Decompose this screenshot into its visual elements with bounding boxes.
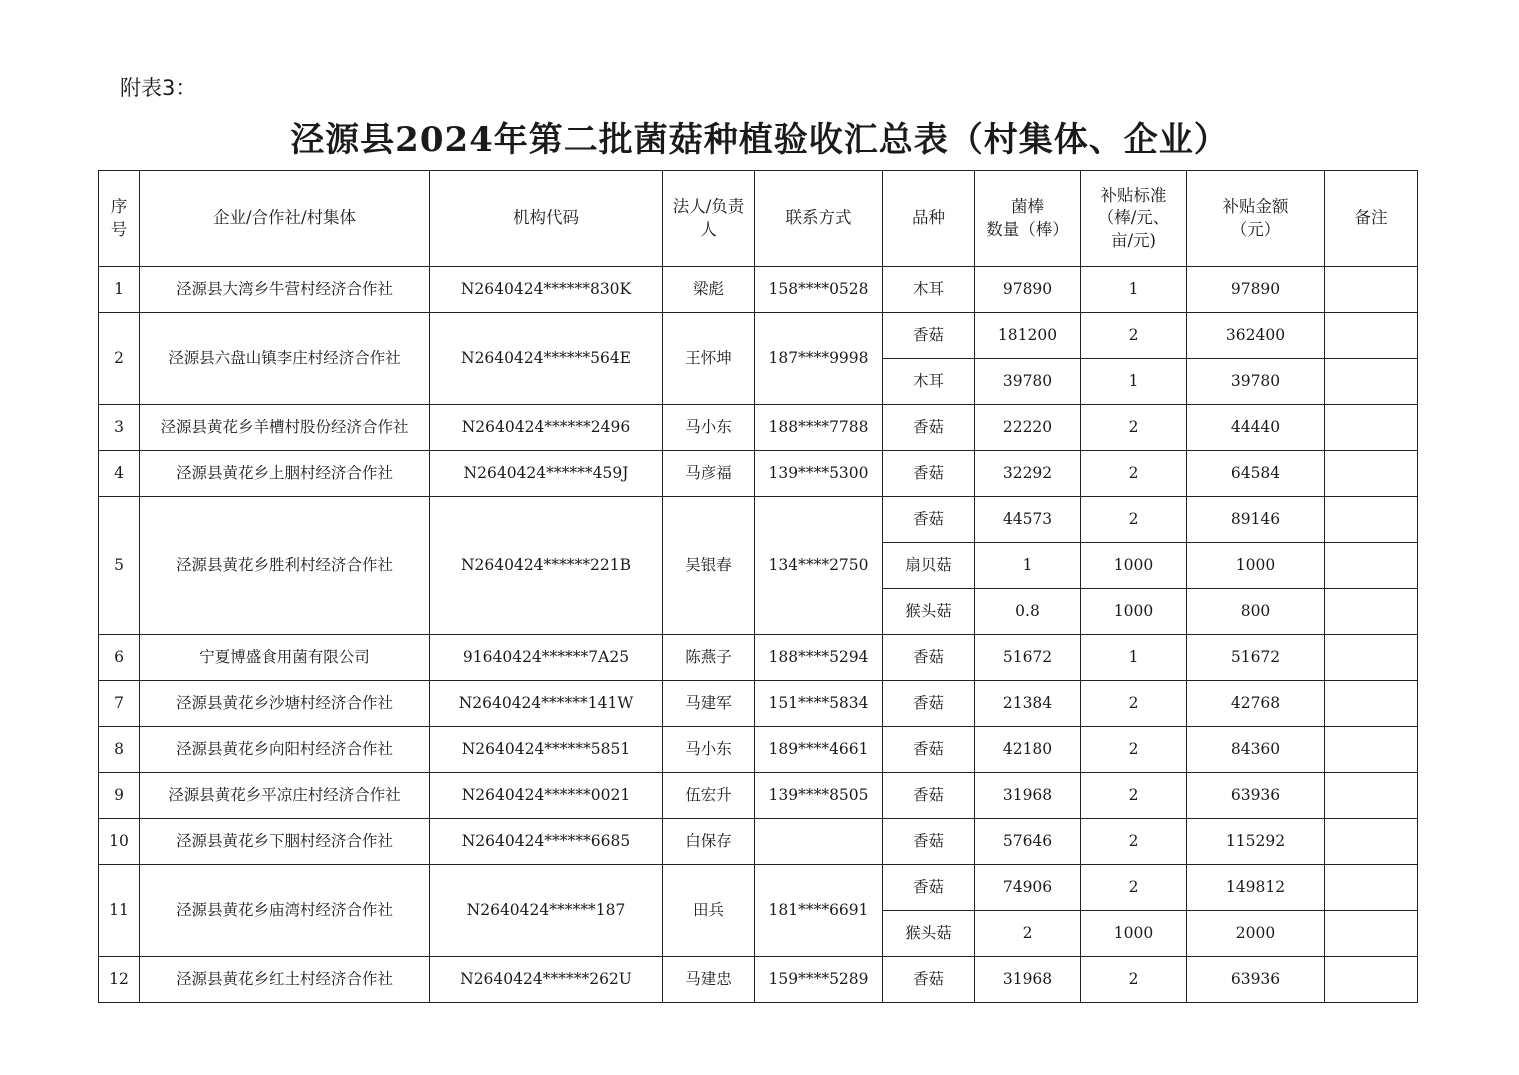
cell-variety: 香菇 [883, 405, 975, 451]
attachment-label: 附表3： [120, 76, 197, 100]
cell-code: N2640424******830K [430, 267, 663, 313]
cell-amount: 63936 [1187, 773, 1325, 819]
cell-contact: 139****8505 [755, 773, 883, 819]
cell-variety: 香菇 [883, 497, 975, 543]
cell-contact [755, 819, 883, 865]
cell-person: 吴银春 [663, 497, 755, 635]
cell-seq: 11 [99, 865, 140, 957]
cell-code: N2640424******5851 [430, 727, 663, 773]
cell-variety: 猴头菇 [883, 911, 975, 957]
cell-std: 1 [1081, 635, 1187, 681]
cell-variety: 香菇 [883, 635, 975, 681]
cell-qty: 51672 [975, 635, 1081, 681]
cell-seq: 1 [99, 267, 140, 313]
cell-qty: 0.8 [975, 589, 1081, 635]
cell-note [1325, 589, 1418, 635]
cell-amount: 63936 [1187, 957, 1325, 1003]
cell-contact: 151****5834 [755, 681, 883, 727]
cell-std: 2 [1081, 865, 1187, 911]
cell-note [1325, 405, 1418, 451]
cell-variety: 猴头菇 [883, 589, 975, 635]
page-title: 泾源县2024年第二批菌菇种植验收汇总表（村集体、企业） [290, 120, 1229, 160]
cell-amount: 39780 [1187, 359, 1325, 405]
cell-note [1325, 911, 1418, 957]
cell-variety: 香菇 [883, 819, 975, 865]
cell-person: 马彦福 [663, 451, 755, 497]
cell-amount: 115292 [1187, 819, 1325, 865]
table-row [99, 267, 1418, 313]
table-row [99, 773, 1418, 819]
cell-note [1325, 819, 1418, 865]
cell-contact: 189****4661 [755, 727, 883, 773]
cell-seq: 10 [99, 819, 140, 865]
cell-code: N2640424******187 [430, 865, 663, 957]
cell-qty: 31968 [975, 957, 1081, 1003]
cell-contact: 187****9998 [755, 313, 883, 405]
cell-org: 泾源县大湾乡牛营村经济合作社 [140, 267, 430, 313]
header-person: 法人/负责 人 [663, 171, 755, 267]
table-row [99, 865, 1418, 911]
cell-seq: 6 [99, 635, 140, 681]
header-std: 补贴标准 （棒/元、 亩/元) [1081, 171, 1187, 267]
cell-std: 2 [1081, 681, 1187, 727]
table-row [99, 819, 1418, 865]
cell-variety: 香菇 [883, 681, 975, 727]
cell-qty: 181200 [975, 313, 1081, 359]
cell-contact: 188****7788 [755, 405, 883, 451]
cell-code: 91640424******7A25 [430, 635, 663, 681]
cell-org: 泾源县黄花乡胜利村经济合作社 [140, 497, 430, 635]
table-row [99, 451, 1418, 497]
cell-amount: 44440 [1187, 405, 1325, 451]
cell-std: 1 [1081, 267, 1187, 313]
cell-std: 2 [1081, 957, 1187, 1003]
table-row [99, 497, 1418, 543]
cell-seq: 7 [99, 681, 140, 727]
cell-code: N2640424******564E [430, 313, 663, 405]
cell-amount: 51672 [1187, 635, 1325, 681]
cell-std: 2 [1081, 313, 1187, 359]
cell-person: 马建忠 [663, 957, 755, 1003]
cell-amount: 362400 [1187, 313, 1325, 359]
cell-note [1325, 635, 1418, 681]
cell-amount: 1000 [1187, 543, 1325, 589]
cell-amount: 84360 [1187, 727, 1325, 773]
cell-std: 2 [1081, 773, 1187, 819]
cell-person: 田兵 [663, 865, 755, 957]
cell-org: 泾源县黄花乡庙湾村经济合作社 [140, 865, 430, 957]
cell-variety: 香菇 [883, 727, 975, 773]
cell-std: 2 [1081, 727, 1187, 773]
cell-note [1325, 267, 1418, 313]
cell-amount: 2000 [1187, 911, 1325, 957]
cell-note [1325, 865, 1418, 911]
cell-contact: 181****6691 [755, 865, 883, 957]
cell-contact: 158****0528 [755, 267, 883, 313]
cell-variety: 木耳 [883, 267, 975, 313]
table-row [99, 957, 1418, 1003]
cell-seq: 5 [99, 497, 140, 635]
header-variety: 品种 [883, 171, 975, 267]
cell-seq: 12 [99, 957, 140, 1003]
cell-person: 白保存 [663, 819, 755, 865]
cell-code: N2640424******0021 [430, 773, 663, 819]
cell-person: 陈燕子 [663, 635, 755, 681]
summary-table [98, 170, 1418, 1003]
cell-code: N2640424******459J [430, 451, 663, 497]
cell-org: 泾源县黄花乡平凉庄村经济合作社 [140, 773, 430, 819]
cell-qty: 42180 [975, 727, 1081, 773]
cell-org: 泾源县六盘山镇李庄村经济合作社 [140, 313, 430, 405]
cell-note [1325, 543, 1418, 589]
cell-std: 2 [1081, 497, 1187, 543]
cell-org: 泾源县黄花乡红土村经济合作社 [140, 957, 430, 1003]
cell-contact: 188****5294 [755, 635, 883, 681]
cell-qty: 39780 [975, 359, 1081, 405]
cell-amount: 800 [1187, 589, 1325, 635]
cell-variety: 香菇 [883, 865, 975, 911]
header-code: 机构代码 [430, 171, 663, 267]
cell-org: 泾源县黄花乡向阳村经济合作社 [140, 727, 430, 773]
cell-seq: 2 [99, 313, 140, 405]
cell-org: 泾源县黄花乡上胭村经济合作社 [140, 451, 430, 497]
table-row [99, 635, 1418, 681]
cell-seq: 4 [99, 451, 140, 497]
header-org: 企业/合作社/村集体 [140, 171, 430, 267]
cell-variety: 香菇 [883, 773, 975, 819]
table-body [99, 267, 1418, 1003]
cell-std: 1000 [1081, 589, 1187, 635]
cell-qty: 1 [975, 543, 1081, 589]
cell-note [1325, 451, 1418, 497]
cell-amount: 97890 [1187, 267, 1325, 313]
header-contact: 联系方式 [755, 171, 883, 267]
cell-person: 梁彪 [663, 267, 755, 313]
header-qty: 菌棒 数量（棒） [975, 171, 1081, 267]
cell-qty: 57646 [975, 819, 1081, 865]
cell-qty: 97890 [975, 267, 1081, 313]
cell-person: 马小东 [663, 727, 755, 773]
cell-org: 泾源县黄花乡羊槽村股份经济合作社 [140, 405, 430, 451]
cell-amount: 89146 [1187, 497, 1325, 543]
cell-note [1325, 497, 1418, 543]
header-note: 备注 [1325, 171, 1418, 267]
cell-contact: 159****5289 [755, 957, 883, 1003]
cell-variety: 木耳 [883, 359, 975, 405]
cell-std: 2 [1081, 819, 1187, 865]
cell-amount: 42768 [1187, 681, 1325, 727]
header-seq: 序 号 [99, 171, 140, 267]
cell-org: 泾源县黄花乡下胭村经济合作社 [140, 819, 430, 865]
cell-seq: 9 [99, 773, 140, 819]
cell-person: 伍宏升 [663, 773, 755, 819]
cell-code: N2640424******6685 [430, 819, 663, 865]
cell-contact: 139****5300 [755, 451, 883, 497]
cell-person: 马建军 [663, 681, 755, 727]
table-row [99, 727, 1418, 773]
cell-std: 1000 [1081, 911, 1187, 957]
cell-note [1325, 773, 1418, 819]
cell-seq: 3 [99, 405, 140, 451]
table-row [99, 681, 1418, 727]
cell-person: 马小东 [663, 405, 755, 451]
cell-qty: 21384 [975, 681, 1081, 727]
cell-variety: 香菇 [883, 451, 975, 497]
header-amount: 补贴金额 （元） [1187, 171, 1325, 267]
table-row [99, 313, 1418, 359]
cell-qty: 74906 [975, 865, 1081, 911]
cell-amount: 149812 [1187, 865, 1325, 911]
table-row [99, 405, 1418, 451]
cell-qty: 22220 [975, 405, 1081, 451]
cell-qty: 2 [975, 911, 1081, 957]
cell-qty: 31968 [975, 773, 1081, 819]
cell-contact: 134****2750 [755, 497, 883, 635]
cell-note [1325, 681, 1418, 727]
cell-std: 2 [1081, 405, 1187, 451]
cell-std: 2 [1081, 451, 1187, 497]
cell-code: N2640424******2496 [430, 405, 663, 451]
cell-std: 1000 [1081, 543, 1187, 589]
cell-code: N2640424******262U [430, 957, 663, 1003]
cell-amount: 64584 [1187, 451, 1325, 497]
cell-code: N2640424******221B [430, 497, 663, 635]
cell-variety: 香菇 [883, 313, 975, 359]
cell-std: 1 [1081, 359, 1187, 405]
cell-qty: 44573 [975, 497, 1081, 543]
cell-variety: 香菇 [883, 957, 975, 1003]
cell-org: 泾源县黄花乡沙塘村经济合作社 [140, 681, 430, 727]
cell-note [1325, 727, 1418, 773]
cell-org: 宁夏博盛食用菌有限公司 [140, 635, 430, 681]
cell-note [1325, 313, 1418, 359]
table-header-row [99, 171, 1418, 267]
cell-code: N2640424******141W [430, 681, 663, 727]
cell-variety: 扇贝菇 [883, 543, 975, 589]
cell-qty: 32292 [975, 451, 1081, 497]
cell-person: 王怀坤 [663, 313, 755, 405]
cell-seq: 8 [99, 727, 140, 773]
cell-note [1325, 957, 1418, 1003]
cell-note [1325, 359, 1418, 405]
